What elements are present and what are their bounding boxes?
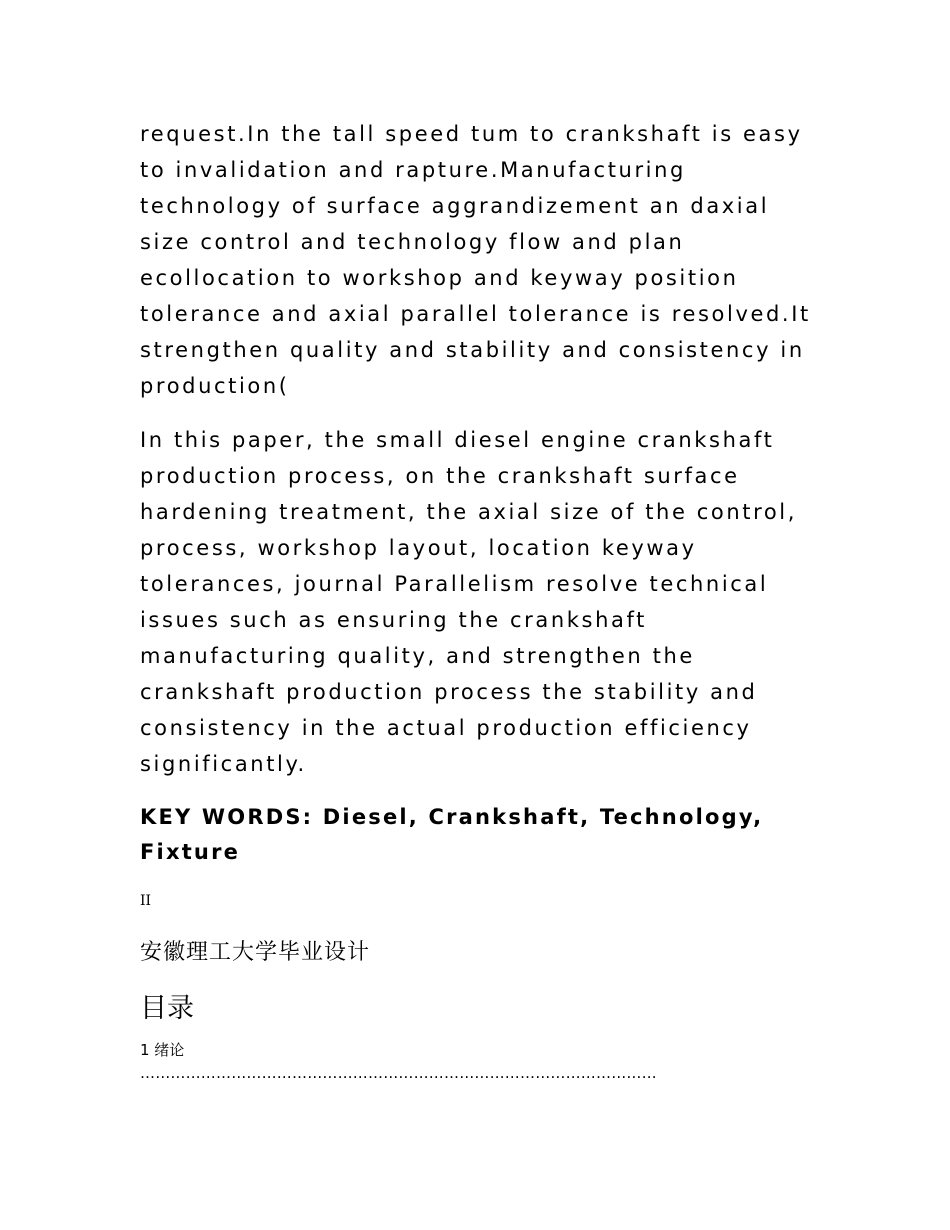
toc-dot-leader: …………………………………………………………………………………………	[140, 1064, 657, 1082]
page-number: II	[140, 893, 152, 909]
keywords-line: KEY WORDS: Diesel, Crankshaft, Technology, Fixture	[140, 805, 764, 864]
toc-item-label: 1 绪论	[140, 1041, 185, 1059]
document-page	[140, 116, 820, 1082]
toc-title: 目录	[140, 993, 194, 1024]
abstract-paragraph: In this paper, the small diesel engine crankshaft production process, on the crankshaft surface hardening treatment, the axial size of the control, process, workshop layout, location keyway tolerances, journal Parallelism resolve technical issues such as ensuring the crankshaft manufacturing quality, and strengthen the crankshaft production process the stability and consistency in the actual production efficiency significantly.	[140, 428, 798, 776]
school-header: 安徽理工大学毕业设计	[140, 940, 371, 965]
abstract-continued-paragraph: request.In the tall speed tum to crankshaft is easy to invalidation and rapture.Manufacturing technology of surface aggrandizement an daxial size control and technology flow and plan ecollocation to workshop and keyway position tolerance and axial parallel tolerance is resolved.It strengthen quality and stability and consistency in production(	[140, 122, 811, 398]
